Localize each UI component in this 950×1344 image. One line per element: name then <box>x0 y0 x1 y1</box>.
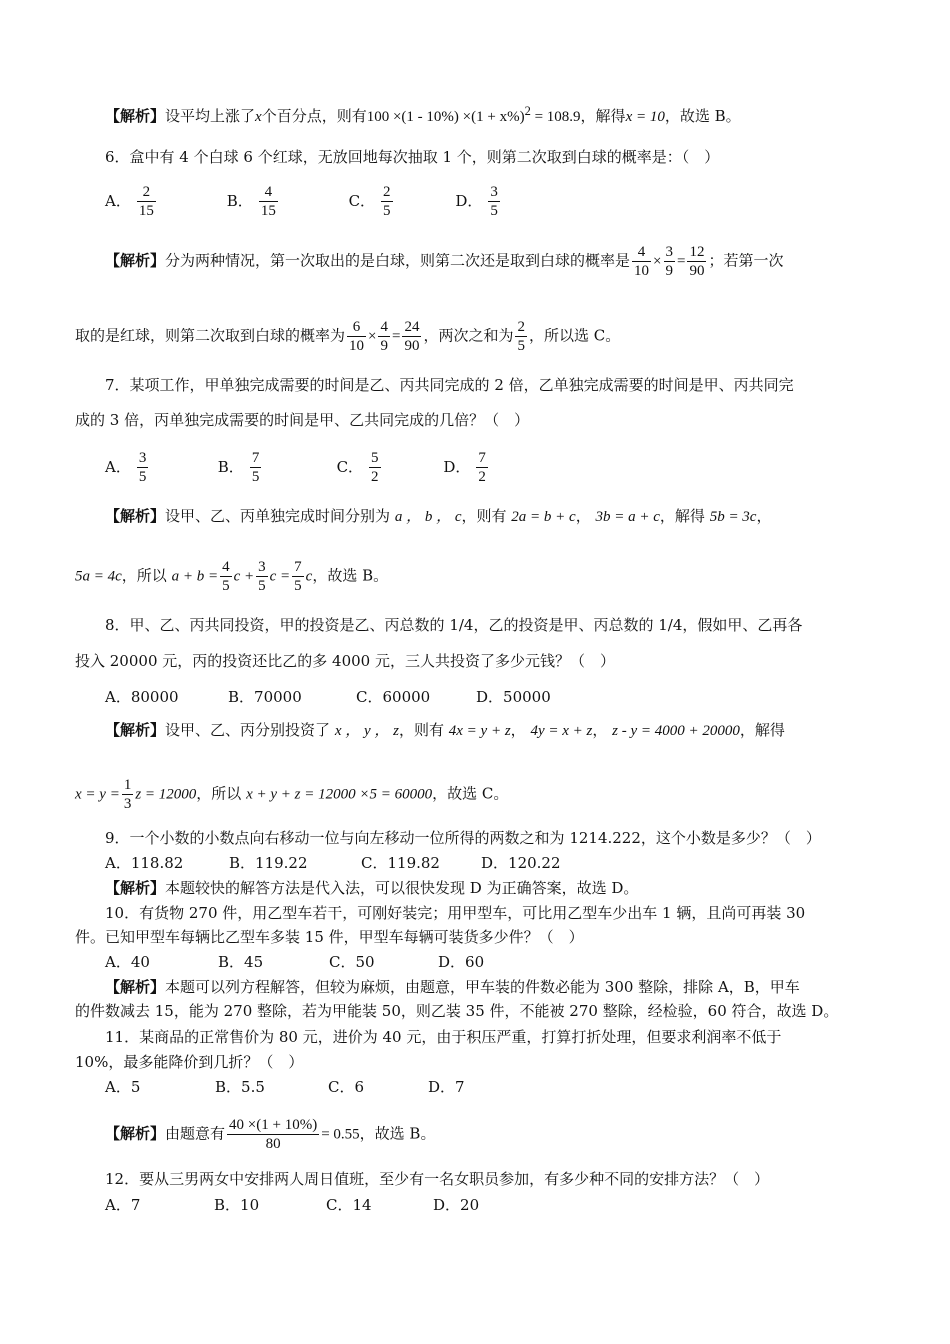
q8-option-a[interactable]: A．80000 <box>105 688 179 706</box>
q11-options <box>105 1076 878 1098</box>
q9-option-d[interactable]: D．120.22 <box>481 854 561 872</box>
q9-option-c[interactable]: C．119.82 <box>361 854 440 872</box>
q7-stem-2: 成的 3 倍，丙单独完成需要的时间是甲、乙共同完成的几倍？（ ） <box>75 411 530 429</box>
q8-options <box>105 686 878 708</box>
q6-stem: 6．盒中有 4 个白球 6 个红球，无放回地每次抽取 1 个，则第二次取到白球的概率是：（ ） <box>105 148 720 166</box>
q6-option-a[interactable]: A． $\frac{2}{15}$ <box>105 184 154 219</box>
jiexi-label: 【解析】 <box>105 721 166 739</box>
q10-option-d[interactable]: D．60 <box>438 953 485 971</box>
q12-option-c[interactable]: C．14 <box>326 1196 372 1214</box>
q7-option-c[interactable]: C． $\frac{5}{2}$ <box>336 450 379 485</box>
q9-option-a[interactable]: A．118.82 <box>105 854 184 872</box>
q10-option-b[interactable]: B．45 <box>218 953 264 971</box>
q10-options <box>105 951 878 973</box>
q7-options <box>105 449 878 486</box>
q12-stem: 12．要从三男两女中安排两人周日值班，至少有一名女职员参加，有多少种不同的安排方法？（ ） <box>105 1170 770 1188</box>
q11-option-c[interactable]: C．6 <box>328 1078 365 1096</box>
q9-explanation: 【解析】本题较快的解答方法是代入法，可以很快发现 D 为正确答案，故选 D。 <box>105 879 639 897</box>
q11-option-d[interactable]: D．7 <box>428 1078 465 1096</box>
q11-explanation: 【解析】由题意有 $\frac{40 \times(1 + 10\%)}{80}$ = 0.55，故选 B。 <box>105 1117 436 1152</box>
q7-option-b[interactable]: B． $\frac{7}{5}$ <box>217 450 260 485</box>
q7-explanation-1: 【解析】设甲、乙、丙单独完成时间分别为 a ， b ， c，则有 2a = b + c， 3b = a + c，解得 5b = 3c， <box>105 507 772 525</box>
q10-explanation-2: 的件数减去 15，能为 270 整除，若为甲能装 50，则乙装 35 件，不能被 270 整除，经检验，60 符合，故选 D。 <box>75 1002 839 1020</box>
jiexi-label: 【解析】 <box>105 1124 166 1143</box>
q10-option-a[interactable]: A．40 <box>105 953 150 971</box>
q7-option-a[interactable]: A． $\frac{3}{5}$ <box>105 450 147 485</box>
q8-option-d[interactable]: D．50000 <box>476 688 551 706</box>
jiexi-label: 【解析】 <box>105 251 166 270</box>
q11-option-b[interactable]: B．5.5 <box>215 1078 265 1096</box>
jiexi-label: 【解析】 <box>105 107 166 125</box>
q12-options <box>105 1194 878 1216</box>
jiexi-label: 【解析】 <box>105 879 166 897</box>
q7-stem-1: 7．某项工作，甲单独完成需要的时间是乙、丙共同完成的 2 倍，乙单独完成需要的时间是甲、丙共同完 <box>105 376 794 394</box>
q12-option-b[interactable]: B．10 <box>214 1196 260 1214</box>
q9-option-b[interactable]: B．119.22 <box>229 854 308 872</box>
q8-option-c[interactable]: C．60000 <box>356 688 431 706</box>
q6-explanation-2: 取的是红球，则第二次取到白球的概率为 $\frac{6}{10}$ × $\frac{4}{9}$ = $\frac{24}{90}$ ，两次之和为 $\frac{2}{5}$ ，所以选 C。 <box>75 319 621 354</box>
q8-stem-1: 8．甲、乙、丙共同投资，甲的投资是乙、丙总数的 1/4，乙的投资是甲、丙总数的 1/4，假如甲、乙再各 <box>105 616 803 634</box>
q10-stem-2: 件。已知甲型车每辆比乙型车多装 15 件，甲型车每辆可装货多少件？（ ） <box>75 928 584 946</box>
q6-options <box>105 183 878 220</box>
q10-stem-1: 10．有货物 270 件，用乙型车若干，可刚好装完；用甲型车，可比用乙型车少出车 1 辆，且尚可再装 30 <box>105 904 806 922</box>
q12-option-a[interactable]: A．7 <box>105 1196 141 1214</box>
q8-explanation-1: 【解析】设甲、乙、丙分别投资了 x ， y ， z，则有 4x = y + z， 4y = x + z， z - y = 4000 + 20000，解得 <box>105 721 785 739</box>
q8-option-b[interactable]: B．70000 <box>228 688 302 706</box>
q6-option-d[interactable]: D． $\frac{3}{5}$ <box>455 184 498 219</box>
q9-options <box>105 852 878 874</box>
q6-option-b[interactable]: B． $\frac{4}{15}$ <box>226 184 276 219</box>
q12-option-d[interactable]: D．20 <box>433 1196 480 1214</box>
q11-option-a[interactable]: A．5 <box>105 1078 141 1096</box>
q10-explanation-1: 【解析】本题可以列方程解答，但较为麻烦，由题意，甲车装的件数必能为 300 整除，排除 A，B，甲车 <box>105 978 800 996</box>
q8-explanation-2: x = y = $\frac{1}{3}$ z = 12000，所以 x + y + z = 12000 ×5 = 60000，故选 C。 <box>75 777 509 812</box>
jiexi-label: 【解析】 <box>105 507 166 525</box>
q5-explanation: 【解析】设平均上涨了x个百分点，则有$100 \times(1 - 10\%) \times(1 + x\%)^2 = 108.9$，解得x = 10，故选 B。 <box>105 104 741 125</box>
q11-stem-1: 11．某商品的正常售价为 80 元，进价为 40 元，由于积压严重，打算打折处理，但要求利润率不低于 <box>105 1028 782 1046</box>
jiexi-label: 【解析】 <box>105 978 166 996</box>
q7-option-d[interactable]: D． $\frac{7}{2}$ <box>443 450 486 485</box>
q10-option-c[interactable]: C．50 <box>329 953 375 971</box>
q6-option-c[interactable]: C． $\frac{2}{5}$ <box>348 184 391 219</box>
q11-stem-2: 10%，最多能降价到几折？（ ） <box>75 1053 304 1071</box>
q8-stem-2: 投入 20000 元，丙的投资还比乙的多 4000 元，三人共投资了多少元钱？（ ） <box>75 652 615 670</box>
q7-explanation-2: 5a = 4c，所以 a + b = $\frac{4}{5}$ c + $\frac{3}{5}$ c = $\frac{7}{5}$ c，故选 B。 <box>75 559 389 594</box>
q9-stem: 9．一个小数的小数点向右移动一位与向左移动一位所得的两数之和为 1214.222，这个小数是多少？（ ） <box>105 829 821 847</box>
q6-explanation-1: 【解析】分为两种情况，第一次取出的是白球，则第二次还是取到白球的概率是 $\frac{4}{10}$ × $\frac{3}{9}$ = $\frac{12}{90}$ ；若第一次 <box>105 244 784 279</box>
